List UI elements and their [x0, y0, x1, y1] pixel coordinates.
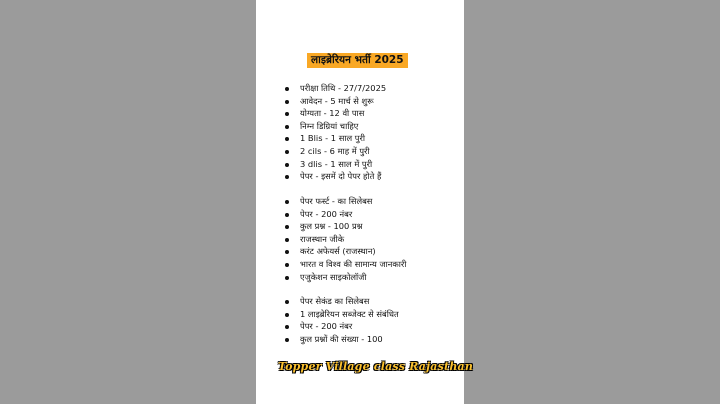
- list-item-text: 3 dlis - 1 साल में पुरी: [300, 158, 373, 169]
- list-item: [284, 208, 460, 221]
- page-title: लाइब्रेरियन भर्ती 2025: [307, 53, 408, 68]
- list-item: [284, 333, 460, 346]
- list-item: [284, 271, 460, 284]
- list-item: [284, 258, 460, 271]
- list-item-text: एजुकेशन साइकोलॉजी: [300, 271, 367, 282]
- bullet-icon: [285, 313, 289, 317]
- list-item: [284, 245, 460, 258]
- list-item-text: 1 Blis - 1 साल पुरी: [300, 133, 366, 144]
- bullet-icon: [285, 213, 289, 217]
- list-item-text: आवेदन - 5 मार्च से शुरू: [300, 95, 374, 106]
- list-item-text: करंट अफेयर्स (राजस्थान): [300, 246, 376, 257]
- list-item-text: पेपर फर्स्ट - का सिलेबस: [300, 196, 373, 206]
- list-item: [284, 233, 460, 246]
- paper-one-list: [284, 195, 460, 283]
- list-item: [284, 107, 460, 120]
- list-item: [284, 320, 460, 333]
- list-item-text: परीक्षा तिथि - 27/7/2025: [300, 83, 387, 93]
- bullet-icon: [285, 163, 289, 167]
- bullet-icon: [285, 137, 289, 141]
- bullet-icon: [285, 100, 289, 104]
- list-item-text: कुल प्रश्नों की संख्या - 100: [300, 333, 383, 344]
- bullet-icon: [285, 112, 289, 116]
- bullet-icon: [285, 276, 289, 280]
- paper-two-list: [284, 295, 460, 345]
- list-item: [284, 195, 460, 208]
- bullet-icon: [285, 150, 289, 154]
- bullet-icon: [285, 325, 289, 329]
- list-item-text: निम्न डिग्रियां चाहिए: [300, 120, 359, 131]
- list-item: [284, 308, 460, 321]
- list-item: [284, 170, 460, 183]
- list-item: [284, 145, 460, 158]
- bullet-icon: [285, 263, 289, 267]
- bullet-icon: [285, 175, 289, 179]
- list-item-text: पेपर - 200 नंबर: [300, 208, 353, 219]
- list-item: [284, 220, 460, 233]
- list-item-text: पेपर सेकंड का सिलेबस: [300, 296, 370, 306]
- bullet-icon: [285, 300, 289, 304]
- bullet-icon: [285, 125, 289, 129]
- list-item-text: भारत व विश्व की सामान्य जानकारी: [300, 258, 407, 269]
- bullet-icon: [285, 238, 289, 242]
- list-item: [284, 295, 460, 308]
- list-item-text: कुल प्रश्न - 100 प्रश्न: [300, 221, 363, 232]
- list-item: [284, 95, 460, 108]
- list-item-text: पेपर - 200 नंबर: [300, 321, 353, 332]
- list-item: [284, 132, 460, 145]
- bullet-icon: [285, 250, 289, 254]
- bullet-icon: [285, 87, 289, 91]
- list-item-text: 2 cils - 6 माह में पुरी: [300, 145, 370, 156]
- bullet-icon: [285, 200, 289, 204]
- list-item: [284, 120, 460, 133]
- bullet-icon: [285, 338, 289, 342]
- brand-watermark: Topper Village class Rajasthan: [278, 360, 474, 373]
- bullet-icon: [285, 225, 289, 229]
- list-item-text: राजस्थान जीके: [300, 233, 345, 244]
- info-list: [284, 82, 460, 183]
- list-item-text: योग्यता - 12 वी पास: [300, 108, 365, 119]
- content-card: [256, 0, 474, 404]
- right-letterbox: [464, 0, 720, 404]
- list-item-text: पेपर - इसमें दो पेपर होते हैं: [300, 171, 382, 182]
- list-item: [284, 82, 460, 95]
- list-item-text: 1 लाइब्रेरियन सब्जेक्ट से संबंधित: [300, 308, 399, 319]
- list-item: [284, 158, 460, 171]
- left-letterbox: [0, 0, 256, 404]
